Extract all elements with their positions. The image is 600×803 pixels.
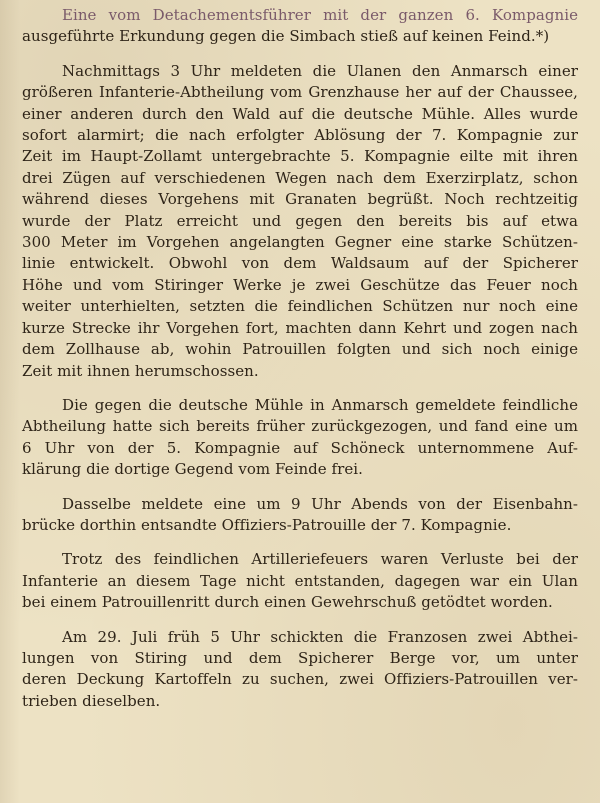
text-line: Trotz des feindlichen Artilleriefeuers waren Verluste bei der <box>62 550 578 569</box>
text-line: 6 Uhr von der 5. Kompagnie auf Schöneck unternommene Auf- <box>22 438 578 457</box>
text-line: Zeit im Haupt-Zollamt untergebrachte 5. Kompagnie eilte mit ihren <box>22 147 578 166</box>
book-page <box>22 5 578 712</box>
text-line: lungen von Stiring und dem Spicherer Berge vor, um unter <box>22 648 578 667</box>
paragraph-gap <box>22 48 578 61</box>
text-line: Nachmittags 3 Uhr meldeten die Ulanen den Anmarsch einer <box>62 61 578 80</box>
paragraph-gap <box>22 614 578 627</box>
paragraph-afternoon-attack <box>22 61 578 382</box>
text-line: größeren Infanterie-Abtheilung vom Grenzhause her auf der Chaussee, <box>22 83 578 102</box>
paragraph-gap <box>22 382 578 395</box>
text-line: Dasselbe meldete eine um 9 Uhr Abends von der Eisenbahn- <box>62 494 578 513</box>
text-line: Höhe und vom Stiringer Werke je zwei Geschütze das Feuer noch <box>22 275 578 294</box>
text-line: kurze Strecke ihr Vorgehen fort, machten dann Kehrt und zogen nach <box>22 318 578 337</box>
text-line: drei Zügen auf verschiedenen Wegen nach dem Exerzirplatz, schon <box>22 168 578 187</box>
paragraph-german-mill <box>22 395 578 481</box>
paragraph-reconnaissance <box>22 5 578 48</box>
text-line: Zeit mit ihnen herumschossen. <box>22 361 259 380</box>
text-line: dem Zollhause ab, wohin Patrouillen folgten und sich noch einige <box>22 340 578 359</box>
paragraph-gap <box>22 536 578 549</box>
text-line: deren Deckung Kartoffeln zu suchen, zwei Offiziers-Patrouillen ver- <box>22 670 578 689</box>
text-line: Infanterie an diesem Tage nicht entstanden, dagegen war ein Ulan <box>22 571 578 590</box>
text-line: ausgeführte Erkundung gegen die Simbach stieß auf keinen Feind.*) <box>22 27 550 46</box>
text-line: während dieses Vorgehens mit Granaten begrüßt. Noch rechtzeitig <box>22 190 578 209</box>
paragraph-gap <box>22 481 578 494</box>
text-line: Die gegen die deutsche Mühle in Anmarsch gemeldete feindliche <box>62 395 578 414</box>
text-line: einer anderen durch den Wald auf die deutsche Mühle. Alles wurde <box>22 104 578 123</box>
text-line: brücke dorthin entsandte Offiziers-Patrouille der 7. Kompagnie. <box>22 515 512 534</box>
paragraph-railway-bridge <box>22 494 578 537</box>
text-line: weiter unterhielten, setzten die feindlichen Schützen nur noch eine <box>22 297 578 316</box>
text-line: 300 Meter im Vorgehen angelangten Gegner eine starke Schützen- <box>22 233 578 252</box>
text-line: trieben dieselben. <box>22 691 161 710</box>
text-line: sofort alarmirt; die nach erfolgter Ablösung der 7. Kompagnie zur <box>22 126 578 145</box>
paragraph-losses <box>22 549 578 613</box>
text-line: klärung die dortige Gegend vom Feinde frei. <box>22 460 363 479</box>
paragraph-july-29 <box>22 627 578 713</box>
text-line: Eine vom Detachementsführer mit der ganzen 6. Kompagnie <box>62 6 578 24</box>
text-line: Am 29. Juli früh 5 Uhr schickten die Franzosen zwei Abthei- <box>62 627 578 646</box>
text-line: bei einem Patrouillenritt durch einen Gewehrschuß getödtet worden. <box>22 593 553 612</box>
text-line: linie entwickelt. Obwohl von dem Waldsaum auf der Spicherer <box>22 254 578 273</box>
text-line: Abtheilung hatte sich bereits früher zurückgezogen, und fand eine um <box>22 417 578 436</box>
text-line: wurde der Platz erreicht und gegen den bereits bis auf etwa <box>22 211 578 230</box>
